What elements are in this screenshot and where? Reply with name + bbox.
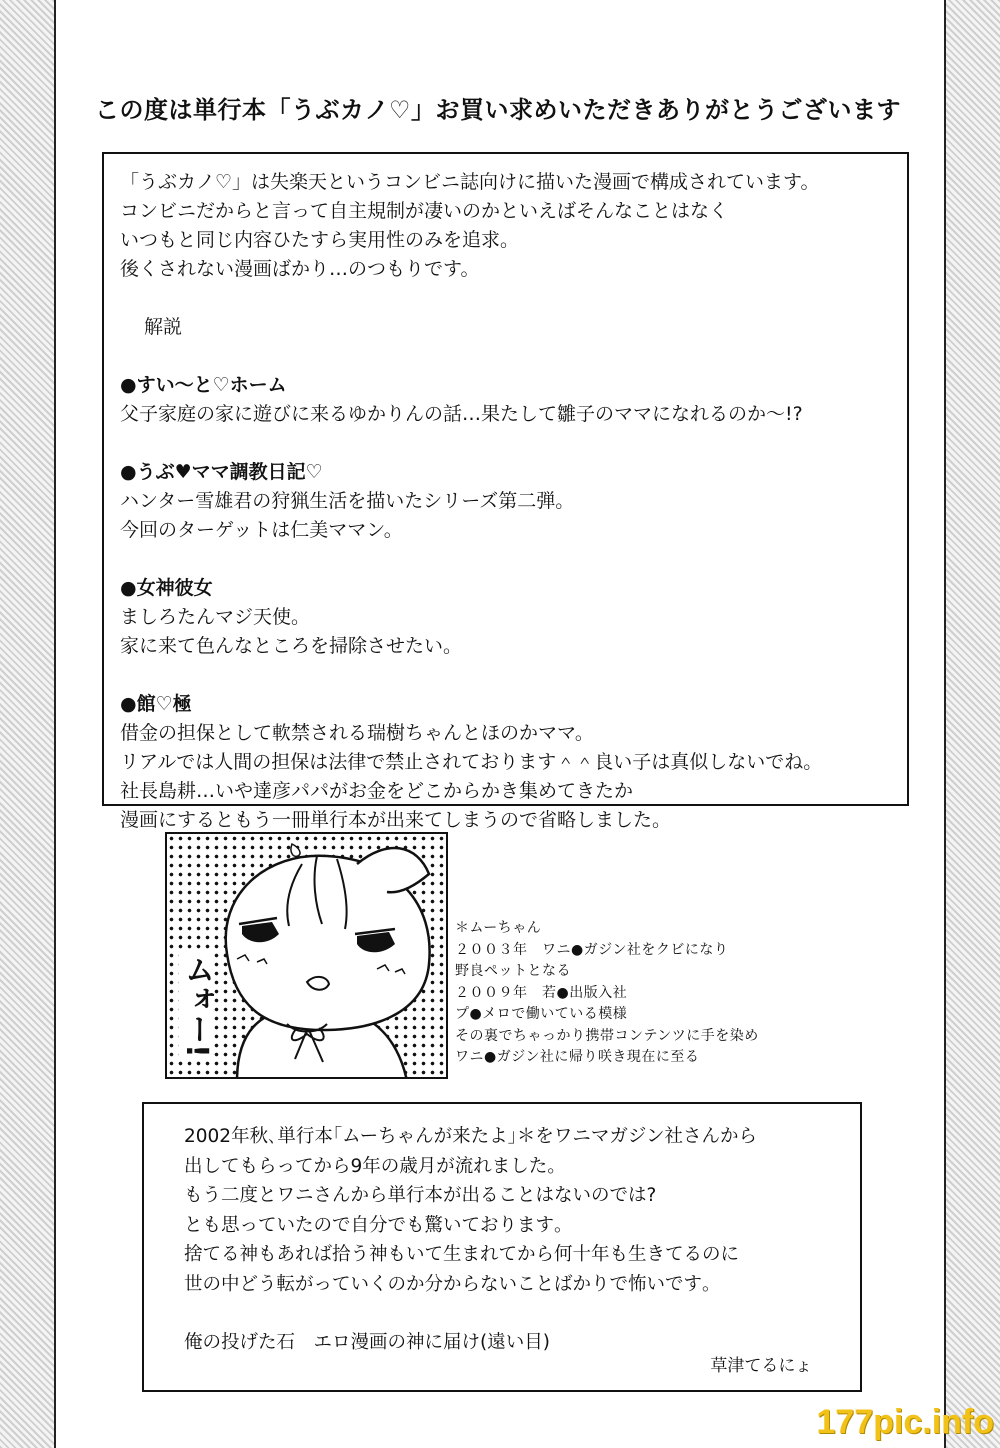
- afterword-line: 出してもらってから9年の歳月が流れました｡: [184, 1155, 557, 1177]
- profile-line: ２００３年 ワニ●ガジン社をクビになり: [455, 941, 729, 958]
- afterword-line: 世の中どう転がっていくのか分からないことばかりで怖いです｡: [184, 1273, 712, 1295]
- story-title: ●すい～と♡ホーム: [120, 374, 287, 396]
- profile-line: ＊ムーちゃん: [455, 920, 542, 936]
- author-signature: 草津てるにょ: [710, 1356, 812, 1376]
- story-line: 今回のターゲットは仁美ママン。: [120, 519, 403, 541]
- afterword-closing: 俺の投げた石 エロ漫画の神に届け(遠い目): [184, 1332, 550, 1353]
- profile-line: ワニ●ガジン社に帰り咲き現在に至る: [455, 1049, 700, 1065]
- intro-line: いつもと同じ内容ひたすら実用性のみを追求。: [120, 229, 520, 251]
- page-title: この度は単行本「うぶカノ♡」お買い求めいただきありがとうございます: [95, 96, 902, 124]
- sound-effect: ムォー!: [179, 954, 214, 1058]
- commentary-box: [102, 152, 909, 831]
- afterword-line: とも思っていたので自分でも驚いております｡: [184, 1214, 564, 1236]
- right-page-margin: [944, 0, 1000, 1448]
- intro-line: 後くされない漫画ばかり…のつもりです。: [120, 258, 480, 280]
- afterword-box: [142, 1102, 862, 1392]
- mascot-illustration: [165, 832, 448, 1079]
- profile-line: ２００９年 若●出版入社: [455, 984, 628, 1001]
- story-line: 漫画にするともう一冊単行本が出来てしまうので省略しました。: [120, 809, 672, 831]
- story-line: 家に来て色んなところを掃除させたい。: [120, 635, 463, 657]
- profile-line: プ●メロで働いている模様: [455, 1006, 628, 1022]
- story-line: リアルでは人間の担保は法律で禁止されております＾＾良い子は真似しないでね。: [120, 751, 823, 773]
- story-line: ハンター雪雄君の狩猟生活を描いたシリーズ第二弾。: [120, 490, 575, 512]
- story-title: ●館♡極: [120, 693, 192, 715]
- story-title: ●うぶ♥ママ調教日記♡: [120, 461, 323, 483]
- commentary-heading: 解説: [144, 316, 183, 338]
- left-page-margin: [0, 0, 56, 1448]
- profile-notes: [455, 918, 759, 1069]
- afterword-line: 捨てる神もあれば拾う神もいて生まれてから何十年も生きてるのに: [184, 1244, 740, 1265]
- intro-line: コンビニだからと言って自主規制が凄いのかといえばそんなことはなく: [120, 200, 729, 222]
- profile-line: その裏でちゃっかり携帯コンテンツに手を染め: [455, 1027, 759, 1044]
- site-watermark: 177pic.info: [816, 1403, 994, 1441]
- intro-line: 「うぶカノ♡」は失楽天というコンビニ誌向けに描いた漫画で構成されています。: [120, 171, 820, 193]
- afterword-line: 2002年秋､単行本｢ムーちゃんが来たよ｣＊をワニマガジン社さんから: [184, 1126, 757, 1147]
- story-title: ●女神彼女: [120, 577, 213, 599]
- story-line: 社長島耕…いや達彦パパがお金をどこからかき集めてきたか: [120, 780, 634, 802]
- profile-line: 野良ペットとなる: [455, 963, 571, 979]
- story-line: ましろたんマジ天使。: [120, 606, 311, 628]
- afterword-line: もう二度とワニさんから単行本が出ることはないのでは?: [184, 1185, 657, 1206]
- story-line: 借金の担保として軟禁される瑞樹ちゃんとほのかママ。: [120, 722, 594, 744]
- story-line: 父子家庭の家に遊びに来るゆかりんの話…果たして雛子のママになれるのか～!?: [120, 403, 803, 425]
